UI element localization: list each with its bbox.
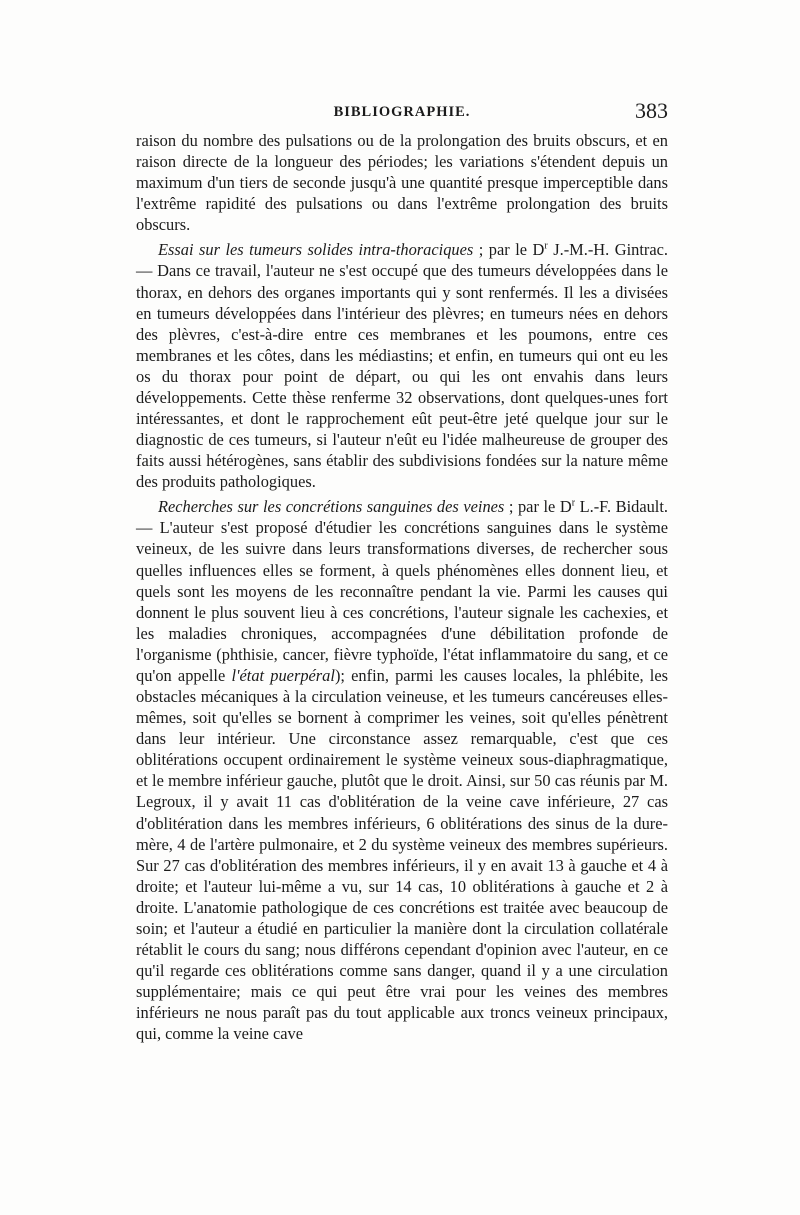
italic-phrase: l'état puerpéral — [231, 665, 335, 685]
work-title: Recherches sur les concrétions sanguines des veines — [158, 497, 505, 517]
page-header — [136, 98, 668, 128]
paragraph-text-continued: ); enfin, parmi les causes locales, la phlébite, les obstacles mécaniques à la circulation veineuse, et les tumeurs cancéreuses elles-mêmes, soit qu'elles se bornent à comprimer les veines, soit qu'elles pénètrent dans leur intérieur. Une circonstance assez remarquable, c'est que ces oblitérations occupent ordinairement le système veineux sous-diaphragmatique, et le membre inférieur gauche, plutôt que le droit. Ainsi, sur 50 cas réunis par M. Legroux, il y avait 11 cas d'oblitération de la veine cave inférieure, 27 cas d'oblitération dans les membres inférieurs, 6 oblitérations des sinus de la dure-mère, 4 de l'artère pulmonaire, et 2 du système veineux des membres supérieurs. Sur 27 cas d'oblitération des membres inférieurs, il y en avait 13 à gauche et 4 à droite; et l'auteur lui-même a vu, sur 14 cas, 10 oblitérations à gauche et 2 à droite. L'anatomie pathologique de ces concrétions est traitée avec beaucoup de soin; et l'auteur a étudié en particulier la manière dont la circulation collatérale rétablit le cours du sang; nous différons cependant d'opinion avec l'auteur, en ce qu'il regarde ces oblitérations comme sans danger, quand il y a une circulation supplémentaire; mais ce qui peut être vrai pour les veines des membres inférieurs ne nous paraît pas du tout applicable aux troncs veineux principaux, qui, comme la veine cave — [136, 665, 668, 1044]
paragraph-text: — Dans ce travail, l'auteur ne s'est occupé que des tumeurs développées dans le thorax, en dehors des organes importants qui y sont renfermés. Il les a divisées en tumeurs développées dans l'intérieur des plèvres; en tumeurs nées en dehors des plèvres, c'est-à-dire entre ces membranes et les poumons, entre ces membranes et les côtes, dans les médiastins; et enfin, en tumeurs qui ont eu les os du thorax pour point de départ, ou qui les ont envahis dans leurs développements. Cette thèse renferme 32 observations, dont quelques-unes fort intéressantes, et dont le rapprochement eût peut-être jeté quelque jour sur le diagnostic de ces tumeurs, si l'auteur n'eût eu l'idée malheureuse de grouper des faits aussi hétérogènes, sans établir des subdivisions fondées sur la nature même des produits pathologiques. — [136, 261, 668, 492]
running-head: BIBLIOGRAPHIE. — [333, 104, 471, 120]
paragraph-text: — L'auteur s'est proposé d'étudier les concrétions sanguines dans le système veineux, de les suivre dans leurs transformations diverses, de rechercher sous quelles influences elles se forment, à quels phénomènes elles donnent lieu, et quels sont les moyens de les reconnaître pendant la vie. Parmi les causes qui donnent le plus souvent lieu à ces concrétions, l'auteur signale les cachexies, et les maladies chroniques, accompagnées d'une débilitation profonde de l'organisme (phthisie, cancer, fièvre typhoïde, l'état inflammatoire du sang, et ce qu'on appelle — [136, 518, 668, 685]
paragraph-text: raison du nombre des pulsations ou de la prolongation des bruits obscurs, et en raison directe de la longueur des périodes; les variations s'étendent depuis un maximum d'un tiers de seconde jusqu'à une quantité presque imperceptible dans l'extrême rapidité des pulsations ou dans l'extrême prolongation des bruits obscurs. — [136, 131, 668, 235]
paragraph-bidault-review — [136, 496, 668, 1044]
doctor-superscript: r — [571, 497, 576, 509]
doctor-superscript: r — [544, 240, 548, 252]
by-prefix: ; par le D — [473, 240, 545, 260]
by-prefix: ; par le D — [504, 497, 572, 517]
paragraph-gintrac-review — [136, 239, 668, 492]
author-name: J.-M.-H. Gintrac. — [547, 240, 668, 260]
author-name: L.-F. Bidault. — [575, 497, 668, 517]
page-number: 383 — [635, 98, 668, 123]
body-text — [136, 130, 668, 1044]
paragraph-continuation — [136, 130, 668, 235]
work-title: Essai sur les tumeurs solides intra-thoraciques — [158, 240, 474, 260]
